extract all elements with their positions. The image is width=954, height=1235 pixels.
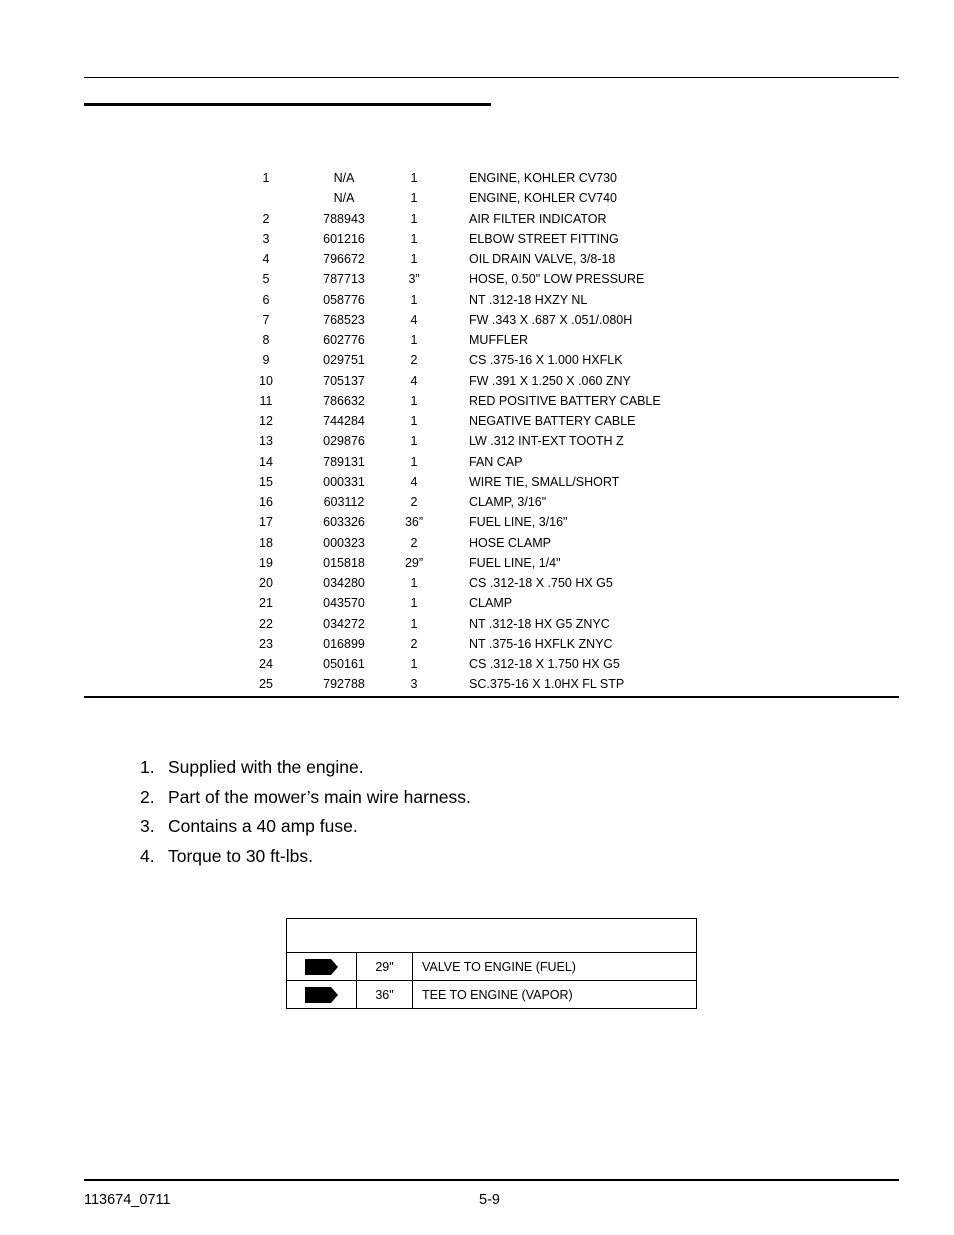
parts-ref-number: 7 bbox=[262, 312, 270, 327]
routing-table-header bbox=[287, 919, 697, 953]
parts-part-number: 602776 bbox=[323, 333, 365, 348]
parts-quantity: 4 bbox=[410, 474, 418, 489]
parts-table-row bbox=[230, 674, 661, 694]
parts-table-row bbox=[230, 634, 661, 654]
parts-ref-number: 23 bbox=[259, 636, 273, 651]
page-number: 5-9 bbox=[479, 1192, 500, 1208]
parts-ref-number: 22 bbox=[259, 616, 273, 631]
parts-quantity: 1 bbox=[410, 434, 418, 449]
parts-part-number: 034280 bbox=[323, 576, 365, 591]
parts-quantity: 4 bbox=[410, 312, 418, 327]
parts-ref-number: 9 bbox=[262, 353, 270, 368]
tag-arrow-icon bbox=[305, 959, 338, 975]
routing-description: VALVE TO ENGINE (FUEL) bbox=[413, 953, 697, 981]
parts-quantity: 2 bbox=[410, 535, 418, 550]
note-item bbox=[140, 812, 471, 842]
parts-part-number: 603326 bbox=[323, 515, 365, 530]
parts-quantity: 2 bbox=[410, 495, 418, 510]
note-item bbox=[140, 753, 471, 783]
parts-part-number: 603112 bbox=[323, 495, 365, 510]
routing-table-body bbox=[287, 919, 697, 1009]
note-number: 4. bbox=[140, 846, 155, 867]
parts-ref-number: 8 bbox=[262, 333, 270, 348]
parts-ref-number: 17 bbox=[259, 515, 273, 530]
tag-arrow-icon bbox=[305, 987, 338, 1003]
parts-list-table bbox=[230, 168, 661, 695]
parts-quantity: 1 bbox=[410, 252, 418, 267]
parts-description: NT .312-18 HX G5 ZNYC bbox=[469, 616, 610, 631]
note-number: 2. bbox=[140, 786, 155, 807]
parts-table-row bbox=[230, 553, 661, 573]
parts-table-row bbox=[230, 492, 661, 512]
parts-quantity: 2 bbox=[410, 353, 418, 368]
parts-part-number: 788943 bbox=[323, 211, 365, 226]
routing-description: TEE TO ENGINE (VAPOR) bbox=[413, 981, 697, 1009]
parts-description: NT .312-18 HXZY NL bbox=[469, 292, 588, 307]
parts-ref-number: 14 bbox=[259, 454, 273, 469]
parts-description: HOSE, 0.50" LOW PRESSURE bbox=[469, 272, 645, 287]
parts-part-number: 034272 bbox=[323, 616, 365, 631]
note-number: 3. bbox=[140, 816, 155, 837]
parts-description: WIRE TIE, SMALL/SHORT bbox=[469, 474, 620, 489]
parts-table-row bbox=[230, 614, 661, 634]
parts-quantity: 1 bbox=[410, 657, 418, 672]
parts-description: SC.375-16 X 1.0HX FL STP bbox=[469, 677, 625, 692]
parts-part-number: 029876 bbox=[323, 434, 365, 449]
parts-description: ENGINE, KOHLER CV730 bbox=[469, 171, 617, 186]
parts-ref-number: 1 bbox=[262, 171, 270, 186]
parts-ref-number: 10 bbox=[259, 373, 273, 388]
note-text: Supplied with the engine. bbox=[168, 757, 364, 777]
parts-part-number: N/A bbox=[333, 191, 355, 206]
parts-ref-number: 15 bbox=[259, 474, 273, 489]
parts-ref-number: 16 bbox=[259, 495, 273, 510]
parts-description: RED POSITIVE BATTERY CABLE bbox=[469, 393, 661, 408]
routing-icon-cell bbox=[287, 981, 357, 1009]
parts-description: CS .375-16 X 1.000 HXFLK bbox=[469, 353, 623, 368]
parts-ref-number: 4 bbox=[262, 252, 270, 267]
parts-part-number: 050161 bbox=[323, 657, 365, 672]
parts-ref-number: 12 bbox=[259, 414, 273, 429]
parts-quantity: 1 bbox=[410, 211, 418, 226]
parts-ref-number: 11 bbox=[259, 393, 273, 408]
routing-length: 36" bbox=[357, 981, 413, 1009]
parts-description: FAN CAP bbox=[469, 454, 523, 469]
parts-ref-number: 18 bbox=[259, 535, 273, 550]
parts-quantity: 1 bbox=[410, 576, 418, 591]
parts-part-number: 787713 bbox=[323, 272, 365, 287]
parts-ref-number: 5 bbox=[262, 272, 270, 287]
parts-ref-number: 24 bbox=[259, 657, 273, 672]
note-item bbox=[140, 783, 471, 813]
footer-rule bbox=[84, 1179, 899, 1181]
parts-table-row bbox=[230, 593, 661, 613]
fuel-line-routing-table bbox=[286, 918, 697, 1009]
parts-description: CLAMP, 3/16" bbox=[469, 495, 547, 510]
routing-table-row bbox=[287, 981, 697, 1009]
parts-description: HOSE CLAMP bbox=[469, 535, 551, 550]
header-rule bbox=[84, 77, 899, 78]
parts-description: FUEL LINE, 3/16" bbox=[469, 515, 568, 530]
parts-description: MUFFLER bbox=[469, 333, 529, 348]
parts-quantity: 1 bbox=[410, 454, 418, 469]
parts-description: FUEL LINE, 1/4" bbox=[469, 555, 561, 570]
parts-table-row bbox=[230, 472, 661, 492]
note-text: Torque to 30 ft-lbs. bbox=[168, 846, 313, 867]
parts-ref-number bbox=[230, 188, 302, 208]
parts-ref-number: 20 bbox=[259, 576, 273, 591]
parts-description: CS .312-18 X .750 HX G5 bbox=[469, 576, 613, 591]
parts-ref-number: 2 bbox=[262, 211, 270, 226]
routing-length: 29" bbox=[357, 953, 413, 981]
parts-part-number: 029751 bbox=[323, 353, 365, 368]
parts-table-row bbox=[230, 168, 661, 188]
parts-part-number: 744284 bbox=[323, 414, 365, 429]
title-underline-bar bbox=[84, 103, 491, 106]
parts-table-row bbox=[230, 371, 661, 391]
parts-description: ENGINE, KOHLER CV740 bbox=[469, 191, 617, 206]
parts-description: CLAMP bbox=[469, 596, 513, 611]
parts-ref-number: 25 bbox=[259, 677, 273, 692]
document-number: 113674_0711 bbox=[84, 1192, 171, 1208]
parts-quantity: 1 bbox=[410, 393, 418, 408]
parts-ref-number: 3 bbox=[262, 231, 270, 246]
routing-table-row bbox=[287, 953, 697, 981]
note-text: Part of the mower’s main wire harness. bbox=[168, 786, 471, 807]
parts-description: OIL DRAIN VALVE, 3/8-18 bbox=[469, 252, 616, 267]
parts-part-number: 792788 bbox=[323, 677, 365, 692]
parts-table-row bbox=[230, 452, 661, 472]
parts-description: FW .343 X .687 X .051/.080H bbox=[469, 312, 633, 327]
parts-description: AIR FILTER INDICATOR bbox=[469, 211, 607, 226]
parts-part-number: 000331 bbox=[323, 474, 365, 489]
note-item bbox=[140, 842, 471, 872]
parts-description: LW .312 INT-EXT TOOTH Z bbox=[469, 434, 624, 449]
notes-list bbox=[140, 753, 471, 872]
parts-table-row bbox=[230, 350, 661, 370]
parts-part-number: 043570 bbox=[323, 596, 365, 611]
parts-table-row bbox=[230, 310, 661, 330]
parts-ref-number: 13 bbox=[259, 434, 273, 449]
parts-part-number: N/A bbox=[333, 171, 355, 186]
note-text: Contains a 40 amp fuse. bbox=[168, 816, 358, 837]
parts-part-number: 796672 bbox=[323, 252, 365, 267]
parts-table-row bbox=[230, 290, 661, 310]
parts-description: FW .391 X 1.250 X .060 ZNY bbox=[469, 373, 631, 388]
parts-quantity: 3 bbox=[410, 677, 418, 692]
parts-quantity: 1 bbox=[410, 231, 418, 246]
parts-table-row bbox=[230, 209, 661, 229]
parts-table-row bbox=[230, 391, 661, 411]
parts-table-row bbox=[230, 249, 661, 269]
parts-table-row bbox=[230, 512, 661, 532]
parts-table-row bbox=[230, 411, 661, 431]
parts-quantity: 3” bbox=[408, 272, 420, 287]
parts-part-number: 705137 bbox=[323, 373, 365, 388]
parts-quantity: 1 bbox=[410, 292, 418, 307]
note-number: 1. bbox=[140, 757, 155, 777]
parts-part-number: 000323 bbox=[323, 535, 365, 550]
parts-part-number: 768523 bbox=[323, 312, 365, 327]
routing-header-cell bbox=[287, 919, 697, 953]
parts-table-row bbox=[230, 654, 661, 674]
parts-list-body bbox=[230, 168, 661, 695]
parts-description: CS .312-18 X 1.750 HX G5 bbox=[469, 657, 620, 672]
parts-description: ELBOW STREET FITTING bbox=[469, 231, 619, 246]
parts-part-number: 789131 bbox=[323, 454, 365, 469]
parts-quantity: 29” bbox=[404, 555, 424, 570]
parts-part-number: 058776 bbox=[323, 292, 365, 307]
parts-part-number: 786632 bbox=[323, 393, 365, 408]
parts-ref-number: 6 bbox=[262, 292, 270, 307]
parts-table-bottom-rule bbox=[84, 696, 899, 698]
parts-quantity: 4 bbox=[410, 373, 418, 388]
parts-ref-number: 19 bbox=[259, 555, 273, 570]
parts-part-number: 015818 bbox=[323, 555, 365, 570]
parts-table-row bbox=[230, 431, 661, 451]
parts-quantity: 2 bbox=[410, 636, 418, 651]
parts-part-number: 016899 bbox=[323, 636, 365, 651]
parts-quantity: 1 bbox=[410, 333, 418, 348]
parts-ref-number: 21 bbox=[259, 596, 273, 611]
parts-quantity: 1 bbox=[410, 616, 418, 631]
parts-table-row bbox=[230, 188, 661, 208]
parts-description: NEGATIVE BATTERY CABLE bbox=[469, 414, 636, 429]
parts-quantity: 1 bbox=[410, 191, 418, 206]
parts-table-row bbox=[230, 330, 661, 350]
parts-part-number: 601216 bbox=[323, 231, 365, 246]
parts-description: NT .375-16 HXFLK ZNYC bbox=[469, 636, 613, 651]
parts-quantity: 1 bbox=[410, 171, 418, 186]
parts-quantity: 1 bbox=[410, 414, 418, 429]
parts-quantity: 1 bbox=[410, 596, 418, 611]
parts-table-row bbox=[230, 573, 661, 593]
routing-icon-cell bbox=[287, 953, 357, 981]
parts-table-row bbox=[230, 229, 661, 249]
parts-quantity: 36” bbox=[404, 515, 424, 530]
parts-table-row bbox=[230, 533, 661, 553]
parts-table-row bbox=[230, 269, 661, 289]
